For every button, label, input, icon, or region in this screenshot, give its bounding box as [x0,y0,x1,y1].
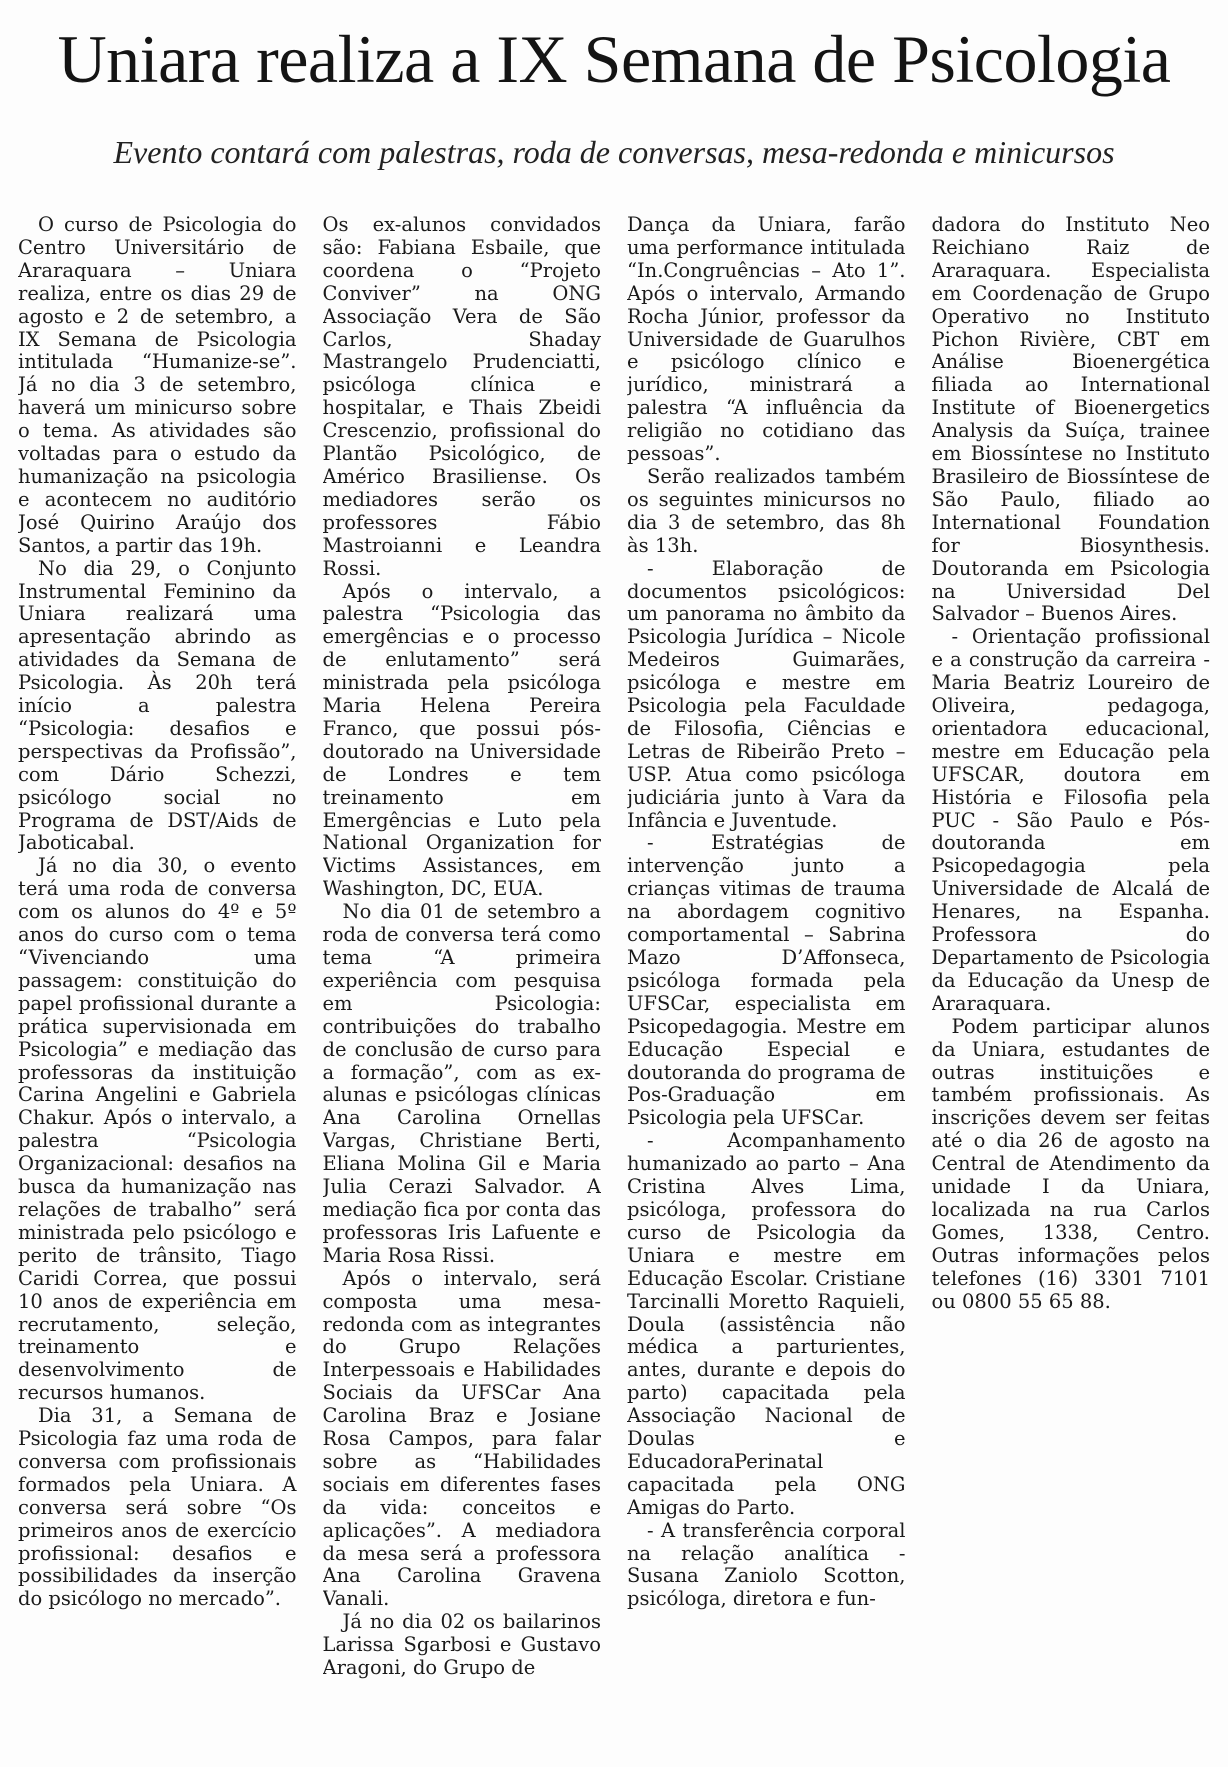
paragraph: Dia 31, a Semana de Psicologia faz uma roda de conversa com profissionais formados pela Uniara. A conversa será sobre “Os primeiros anos de exercício profissional: desafios e possibilidades da inserção do psicólogo no mercado”. [18,1404,297,1611]
column-3 [627,214,906,1754]
subtitle: Evento contará com palestras, roda de conversas, mesa-redonda e minicursos [113,134,1115,170]
paragraph: O curso de Psicologia do Centro Universitário de Araraquara – Uniara realiza, entre os dias 29 de agosto e 2 de setembro, a IX Semana de Psicologia intitulada “Humanize-se”. Já no dia 3 de setembro, haverá um minicurso sobre o tema. As atividades são voltadas para o estudo da humanização na psicologia e acontecem no auditório José Quirino Araújo dos Santos, a partir das 19h. [18,214,297,557]
paragraph: Já no dia 30, o evento terá uma roda de conversa com os alunos do 4º e 5º anos do curso com o tema “Vivenciando uma passagem: constituição do papel profissional durante a prática supervisionada em Psicologia” e mediação das professoras da instituição Carina Angelini e Gabriela Chakur. Após o intervalo, a palestra “Psicologia Organizacional: desafios na busca da humanização nas relações de trabalho” será ministrada pelo psicólogo e perito de trânsito, Tiago Caridi Correa, que possui 10 anos de experiência em recrutamento, seleção, treinamento e desenvolvimento de recursos humanos. [18,854,297,1405]
column-2 [323,214,602,1754]
paragraph: - A transferência corporal na relação analítica - Susana Zaniolo Scotton, psicóloga, diretora e fun- [627,1518,906,1611]
paragraph: Serão realizados também os seguintes minicursos no dia 3 de setembro, das 8h às 13h. [627,464,906,557]
paragraph: - Acompanhamento humanizado ao parto – Ana Cristina Alves Lima, psicóloga, professora do curso de Psicologia da Uniara e mestre em Educação Escolar. Cristiane Tarcinalli Moretto Raquieli, Doula (assistência não médica a parturientes, antes, durante e depois do parto) capacitada pela Associação Nacional de Doulas e EducadoraPerinatal capacitada pela ONG Amigas do Parto. [627,1129,906,1519]
headline: Uniara realiza a IX Semana de Psicologia [57,21,1171,97]
paragraph: No dia 01 de setembro a roda de conversa terá como tema “A primeira experiência com pesquisa em Psicologia: contribuições do trabalho de conclusão de curso para a formação”, com as ex-alunas e psicólogas clínicas Ana Carolina Ornellas Vargas, Christiane Berti, Eliana Molina Gil e Maria Julia Cerazi Salvador. A mediação fica por conta das professoras Iris Lafuente e Maria Rosa Rissi. [322,900,601,1267]
paragraph: - Orientação profissional e a construção da carreira - Maria Beatriz Loureiro de Oliveira, pedagoga, orientadora educacional, mestre em Educação pela UFSCAR, doutora em História e Filosofia pela PUC - São Paulo e Pós-doutoranda em Psicopedagogia pela Universidade de Alcalá de Henares, na Espanha. Professora do Departamento de Psicologia da Educação da Unesp de Araraquara. [931,625,1210,1015]
paragraph: Os ex-alunos convidados são: Fabiana Esbaile, que coordena o “Projeto Conviver” na ONG Associação Vera de São Carlos, Shaday Mastrangelo Prudenciatti, psicóloga clínica e hospitalar, e Thais Zbeidi Crescenzio, profissional do Plantão Psicológico, de Américo Brasiliense. Os mediadores serão os professores Fábio Mastroianni e Leandra Rossi. [322,214,601,580]
paragraph: - Elaboração de documentos psicológicos: um panorama no âmbito da Psicologia Jurídica – Nicole Medeiros Guimarães, psicóloga e mestre em Psicologia pela Faculdade de Filosofia, Ciências e Letras de Ribeirão Preto – USP. Atua como psicóloga judiciária junto à Vara da Infância e Juventude. [627,556,906,832]
paragraph: Após o intervalo, a palestra “Psicologia das emergências e o processo de enlutamento” será ministrada pela psicóloga Maria Helena Pereira Franco, que possui pós-doutorado na Universidade de Londres e tem treinamento em Emergências e Luto pela National Organization for Victims Assistances, em Washington, DC, EUA. [322,579,601,901]
paragraph: No dia 29, o Conjunto Instrumental Feminino da Uniara realizará uma apresentação abrindo as atividades da Semana de Psicologia. Às 20h terá início a palestra “Psicologia: desafios e perspectivas da Profissão”, com Dário Schezzi, psicólogo social no Programa de DST/Aids de Jaboticabal. [18,556,297,855]
paragraph: Dança da Uniara, farão uma performance intitulada “In.Congruências – Ato 1”. Após o intervalo, Armando Rocha Júnior, professor da Universidade de Guarulhos e psicólogo clínico e jurídico, ministrará a palestra “A influência da religião no cotidiano das pessoas”. [627,214,906,466]
paragraph: Após o intervalo, será composta uma mesa-redonda com as integrantes do Grupo Relações Interpessoais e Habilidades Sociais da UFSCar Ana Carolina Braz e Josiane Rosa Campos, para falar sobre as “Habilidades sociais em diferentes fases da vida: conceitos e aplicações”. A mediadora da mesa será a professora Ana Carolina Gravena Vanali. [322,1266,601,1611]
paragraph: Podem participar alunos da Uniara, estudantes de outras instituições e também profissionais. As inscrições devem ser feitas até o dia 26 de agosto na Central de Atendimento da unidade I da Uniara, localizada na rua Carlos Gomes, 1338, Centro. Outras informações pelos telefones (16) 3301 7101 ou 0800 55 65 88. [931,1014,1210,1313]
paragraph: - Estratégias de intervenção junto a crianças vitimas de trauma na abordagem cognitivo comportamental – Sabrina Mazo D’Affonseca, psicóloga formada pela UFSCar, especialista em Psicopedagogia. Mestre em Educação Especial e doutoranda do programa de Pos-Graduação em Psicologia pela UFSCar. [627,831,906,1130]
column-4 [932,214,1211,1754]
paragraph: dadora do Instituto Neo Reichiano Raiz de Araraquara. Especialista em Coordenação de Grupo Operativo no Instituto Pichon Rivière, CBT em Análise Bioenergética filiada ao International Institute of Bioenergetics Analysis da Suíça, trainee em Biossíntese no Instituto Brasileiro de Biossíntese de São Paulo, filiado ao International Foundation for Biosynthesis. Doutoranda em Psicologia na Universidad Del Salvador – Buenos Aires. [931,214,1210,626]
paragraph: Já no dia 02 os bailarinos Larissa Sgarbosi e Gustavo Aragoni, do Grupo de [322,1610,601,1680]
column-1 [18,214,297,1754]
article-columns [18,214,1210,1754]
